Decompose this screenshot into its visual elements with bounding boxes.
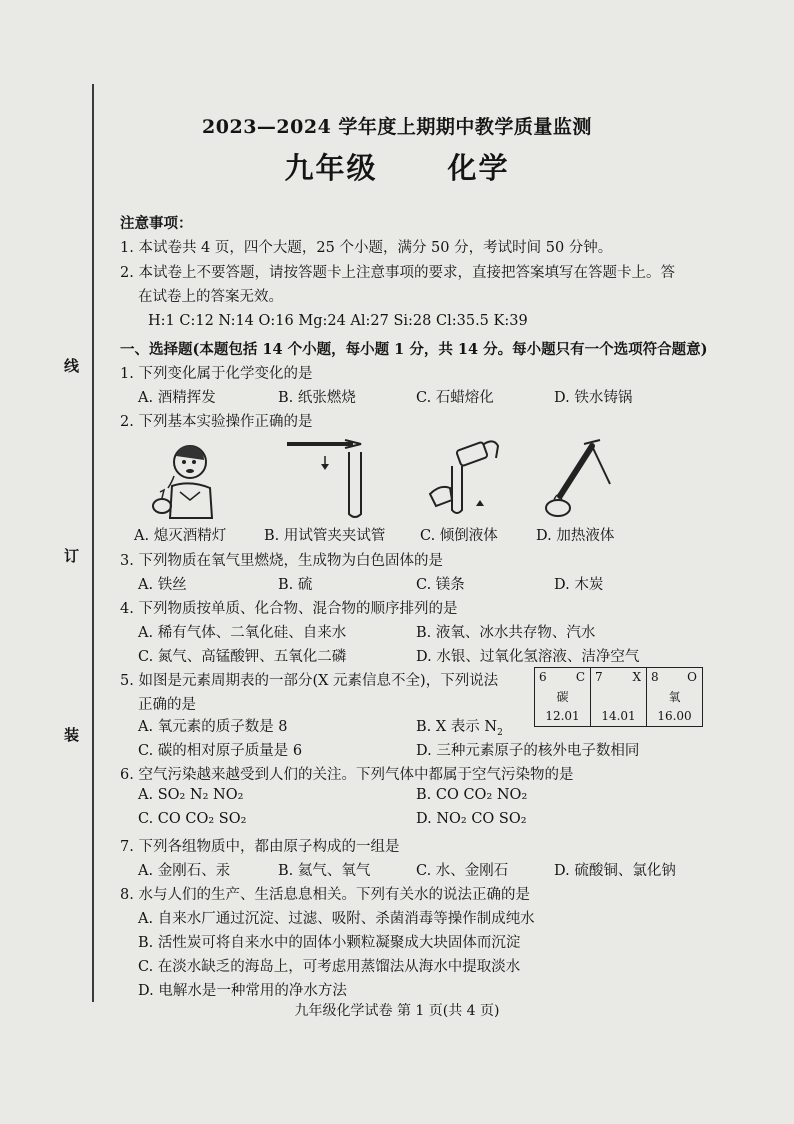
section-1-heading: 一、选择题(本题包括 14 个小题，每小题 1 分，共 14 分。每小题只有一个选项符合题意) (120, 341, 708, 358)
notes-heading: 注意事项： (120, 215, 193, 232)
element-symbol: C (575, 670, 585, 684)
element-name: 氧 (668, 690, 681, 704)
question-7-option-b: B. 氦气、氧气 (278, 863, 371, 879)
atomic-number: 6 (539, 670, 547, 684)
element-name: 碳 (556, 690, 569, 704)
element-cell-x (591, 668, 647, 727)
atomic-number: 7 (595, 670, 603, 684)
question-1-option-d: D. 铁水铸锅 (554, 390, 633, 406)
figure-extinguish-lamp (150, 436, 220, 520)
question-5-stem-line-1: 5. 如图是元素周期表的一部分(X 元素信息不全)，下列说法 (120, 673, 499, 689)
element-symbol: X (632, 670, 641, 684)
subject-label: 化学 (447, 151, 510, 185)
question-3-option-b: B. 硫 (278, 577, 313, 593)
element-cell-oxygen (647, 668, 703, 727)
question-3-option-a: A. 铁丝 (138, 577, 187, 593)
atomic-mass: 14.01 (601, 709, 636, 723)
question-8-option-c: C. 在淡水缺乏的海岛上，可考虑用蒸馏法从海水中提取淡水 (138, 959, 521, 975)
question-1-stem: 1. 下列变化属于化学变化的是 (120, 366, 313, 382)
question-6-option-c: C. CO CO₂ SO₂ (138, 811, 247, 827)
question-8-option-d: D. 电解水是一种常用的净水方法 (138, 983, 347, 999)
question-5-option-b-subscript: 2 (497, 727, 503, 738)
question-6-stem: 6. 空气污染越来越受到人们的关注。下列气体中都属于空气污染物的是 (120, 767, 574, 783)
question-4-option-d: D. 水银、过氧化氢溶液、洁净空气 (416, 649, 640, 665)
notes-item-1: 1. 本试卷共 4 页，四个大题，25 个小题，满分 50 分，考试时间 50 分钟。 (120, 240, 613, 256)
question-1-option-b: B. 纸张燃烧 (278, 390, 356, 406)
question-2-option-d: D. 加热液体 (536, 528, 615, 544)
question-5-option-b (416, 715, 503, 738)
question-8-stem: 8. 水与人们的生产、生活息息相关。下列有关水的说法正确的是 (120, 887, 530, 903)
atomic-masses: H:1 C:12 N:14 O:16 Mg:24 Al:27 Si:28 Cl:35.5 K:39 (148, 313, 528, 329)
periodic-table-fragment (534, 667, 703, 727)
question-7-option-c: C. 水、金刚石 (416, 863, 509, 879)
figure-pour-liquid (422, 436, 502, 520)
question-8-option-a: A. 自来水厂通过沉淀、过滤、吸附、杀菌消毒等操作制成纯水 (138, 911, 535, 927)
exam-title: 2023—2024 学年度上期期中教学质量监测 (202, 116, 592, 138)
element-cell-carbon (535, 668, 591, 727)
question-2-option-b: B. 用试管夹夹试管 (264, 528, 386, 544)
notes-item-2-line-2: 在试卷上的答案无效。 (138, 289, 283, 305)
question-7-stem: 7. 下列各组物质中，都由原子构成的一组是 (120, 839, 400, 855)
question-5-option-d: D. 三种元素原子的核外电子数相同 (416, 743, 640, 759)
question-7-option-a: A. 金刚石、汞 (138, 863, 231, 879)
question-3-option-c: C. 镁条 (416, 577, 465, 593)
question-4-option-a: A. 稀有气体、二氧化硅、自来水 (138, 625, 347, 641)
question-6-option-b: B. CO CO₂ NO₂ (416, 787, 528, 803)
atomic-number: 8 (651, 670, 659, 684)
atomic-mass: 16.00 (657, 709, 692, 723)
figure-test-tube-holder (285, 438, 377, 520)
question-4-option-b: B. 液氧、冰水共存物、汽水 (416, 625, 596, 641)
question-3-stem: 3. 下列物质在氧气里燃烧，生成物为白色固体的是 (120, 553, 443, 569)
question-6-option-d: D. NO₂ CO SO₂ (416, 811, 527, 827)
exam-subtitle (0, 146, 794, 187)
atomic-mass: 12.01 (545, 709, 580, 723)
binding-char-ding: 订 (64, 547, 80, 565)
question-4-stem: 4. 下列物质按单质、化合物、混合物的顺序排列的是 (120, 601, 458, 617)
question-5-stem-line-2: 正确的是 (138, 697, 196, 713)
question-7-option-d: D. 硫酸铜、氯化钠 (554, 863, 676, 879)
question-5-option-b-text: B. X 表示 N (416, 719, 498, 735)
question-2-stem: 2. 下列基本实验操作正确的是 (120, 414, 313, 430)
question-3-option-d: D. 木炭 (554, 577, 604, 593)
question-2-option-a: A. 熄灭酒精灯 (134, 528, 227, 544)
question-5-option-c: C. 碳的相对原子质量是 6 (138, 743, 303, 759)
question-1-option-c: C. 石蜡熔化 (416, 390, 494, 406)
binding-line (92, 84, 94, 1002)
binding-char-xian: 线 (64, 357, 80, 375)
question-2-option-c: C. 倾倒液体 (420, 528, 498, 544)
element-symbol: O (687, 670, 697, 684)
question-6-option-a: A. SO₂ N₂ NO₂ (138, 787, 244, 803)
grade-label: 九年级 (284, 151, 378, 185)
question-1-option-a: A. 酒精挥发 (138, 390, 216, 406)
page-footer: 九年级化学试卷 第 1 页(共 4 页) (294, 1003, 500, 1019)
question-8-option-b: B. 活性炭可将自来水中的固体小颗粒凝聚成大块固体而沉淀 (138, 935, 521, 951)
question-5-option-a: A. 氧元素的质子数是 8 (138, 719, 288, 735)
question-4-option-c: C. 氮气、高锰酸钾、五氧化二磷 (138, 649, 347, 665)
figure-heat-liquid (540, 436, 620, 520)
notes-item-2-line-1: 2. 本试卷上不要答题，请按答题卡上注意事项的要求，直接把答案填写在答题卡上。答 (120, 265, 675, 281)
binding-char-zhuang: 装 (64, 726, 80, 744)
